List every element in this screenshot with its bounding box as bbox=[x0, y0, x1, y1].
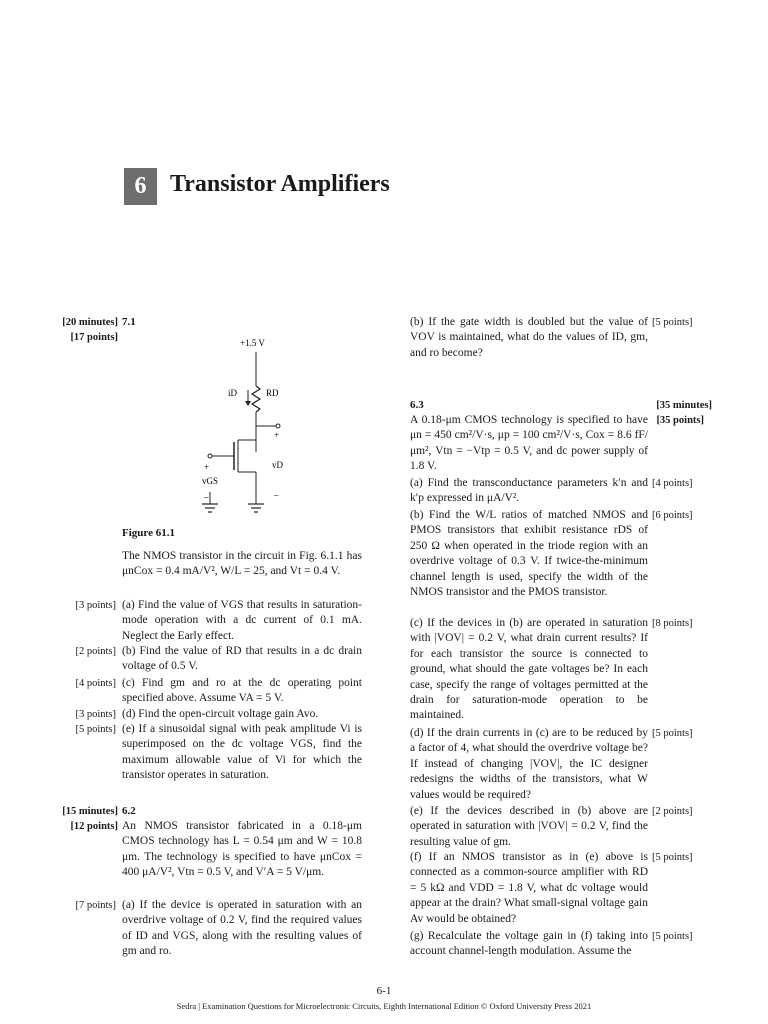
footer-credit: Sedra | Examination Questions for Microelectronic Circuits, Eighth International Edition © Oxford University Press 2021 bbox=[176, 1001, 592, 1011]
page-number: 6-1 bbox=[376, 985, 392, 997]
q2b-text: (b) If the gate width is doubled but the value of VOV is maintained, what do the values of ID, gm, and ro become? bbox=[410, 316, 648, 359]
q1e-points: [5 points] bbox=[75, 724, 116, 735]
chapter-title: Transistor Amplifiers bbox=[170, 171, 390, 197]
q3-points: [35 points] bbox=[656, 415, 704, 426]
q2-points: [12 points] bbox=[70, 821, 118, 832]
q2-intro: An NMOS transistor fabricated in a 0.18-μm CMOS technology has L = 0.54 μm and W = 10.8 μm. The technology is specified to have μnCox = 400 μA/V², Vtn = 0.5 V, and V′A = 5 V/μm. bbox=[122, 820, 362, 879]
q1b-points: [2 points] bbox=[75, 646, 116, 657]
q3g-text: (g) Recalculate the voltage gain in (f) taking into account channel-length modulation. Assume the bbox=[410, 930, 648, 958]
q3e-points: [2 points] bbox=[652, 806, 693, 817]
circuit-figure bbox=[196, 330, 306, 520]
id-label: iD bbox=[228, 388, 237, 398]
vd-minus: – bbox=[274, 490, 279, 500]
q3d-text: (d) If the drain currents in (c) are to be reduced by a factor of 4, what should the overdrive voltage be? If instead of changing |VOV|, the IC designer redesigns the widths of the transistors, what W values would be required? bbox=[410, 727, 648, 801]
q1e-text: (e) If a sinusoidal signal with peak amplitude Vi is superimposed on the dc voltage VGS, find the maximum allowable value of Vi for which the transistor operates in saturation. bbox=[122, 723, 362, 782]
q3g-points: [5 points] bbox=[652, 931, 693, 942]
q2b-points: [5 points] bbox=[652, 317, 693, 328]
rd-label: RD bbox=[266, 388, 279, 398]
q2a-text: (a) If the device is operated in saturation with an overdrive voltage of 0.2 V, find the required values of ID and VGS, along with the resulting values of gm and ro. bbox=[122, 899, 362, 958]
q3b-text: (b) Find the W/L ratios of matched NMOS and PMOS transistors that exhibit resistance rDS of 250 Ω when operated in the triode region with an overdrive voltage of 0.3 V. If twice-the-minimum channel length is used, specify the width of the NMOS transistor and the PMOS transistor. bbox=[410, 509, 648, 599]
q1c-points: [4 points] bbox=[75, 678, 116, 689]
q1c-text: (c) Find gm and ro at the dc operating point specified above. Assume VA = 5 V. bbox=[122, 677, 362, 705]
q3b-points: [6 points] bbox=[652, 510, 693, 521]
vd-plus: + bbox=[274, 430, 280, 440]
q1-number: 7.1 bbox=[122, 316, 136, 328]
q1-points: [17 points] bbox=[70, 332, 118, 343]
vgs-plus: + bbox=[204, 462, 210, 472]
q2-number: 6.2 bbox=[122, 805, 136, 817]
q1b-text: (b) Find the value of RD that results in a dc drain voltage of 0.5 V. bbox=[122, 645, 362, 673]
q3-time: [35 minutes] bbox=[656, 400, 712, 411]
q1a-text: (a) Find the value of VGS that results in saturation-mode operation with a dc current of 0.1 mA. Neglect the Early effect. bbox=[122, 599, 362, 642]
vdd-label: +1.5 V bbox=[240, 338, 265, 348]
q3c-text: (c) If the devices in (b) are operated in saturation with |VOV| = 0.2 V, what drain current results? If for each transistor the source is connected to ground, what should the gate voltages be? In each case, specify the range of voltages permitted at the drain for saturation-mode operation to be maintained. bbox=[410, 617, 648, 722]
chapter-number: 6 bbox=[124, 168, 157, 205]
q3-intro: A 0.18-μm CMOS technology is specified to have μn = 450 cm²/V·s, μp = 100 cm²/V·s, Cox = 8.6 fF/μm², Vtn = −Vtp = 0.5 V, and dc power supply of 1.8 V. bbox=[410, 414, 648, 473]
q3f-text: (f) If an NMOS transistor as in (e) above is connected as a common-source amplifier with RD = 5 kΩ and VDD = 1.8 V, what dc voltage would appear at the drain? What small-signal voltage gain Av would be obtained? bbox=[410, 851, 648, 925]
q1d-points: [3 points] bbox=[75, 709, 116, 720]
q3d-points: [5 points] bbox=[652, 728, 693, 739]
q3f-points: [5 points] bbox=[652, 852, 693, 863]
q2-time: [15 minutes] bbox=[62, 806, 118, 817]
q3c-points: [8 points] bbox=[652, 618, 693, 629]
q3a-points: [4 points] bbox=[652, 478, 693, 489]
q3-number: 6.3 bbox=[410, 399, 424, 411]
vd-label: vD bbox=[272, 460, 283, 470]
q2a-points: [7 points] bbox=[75, 900, 116, 911]
vgs-minus: – bbox=[204, 492, 209, 502]
q3a-text: (a) Find the transconductance parameters k′n and k′p expressed in μA/V². bbox=[410, 477, 648, 505]
vgs-label: vGS bbox=[202, 476, 219, 486]
figure-caption: Figure 61.1 bbox=[122, 527, 175, 539]
q1-time: [20 minutes] bbox=[62, 317, 118, 328]
q1-intro: The NMOS transistor in the circuit in Fig. 6.1.1 has μnCox = 0.4 mA/V², W/L = 25, and Vt = 0.4 V. bbox=[122, 550, 362, 578]
q1d-text: (d) Find the open-circuit voltage gain Avo. bbox=[122, 708, 319, 720]
q1a-points: [3 points] bbox=[75, 600, 116, 611]
q3e-text: (e) If the devices described in (b) above are operated in saturation with |VOV| = 0.2 V, find the resulting value of gm. bbox=[410, 805, 648, 848]
